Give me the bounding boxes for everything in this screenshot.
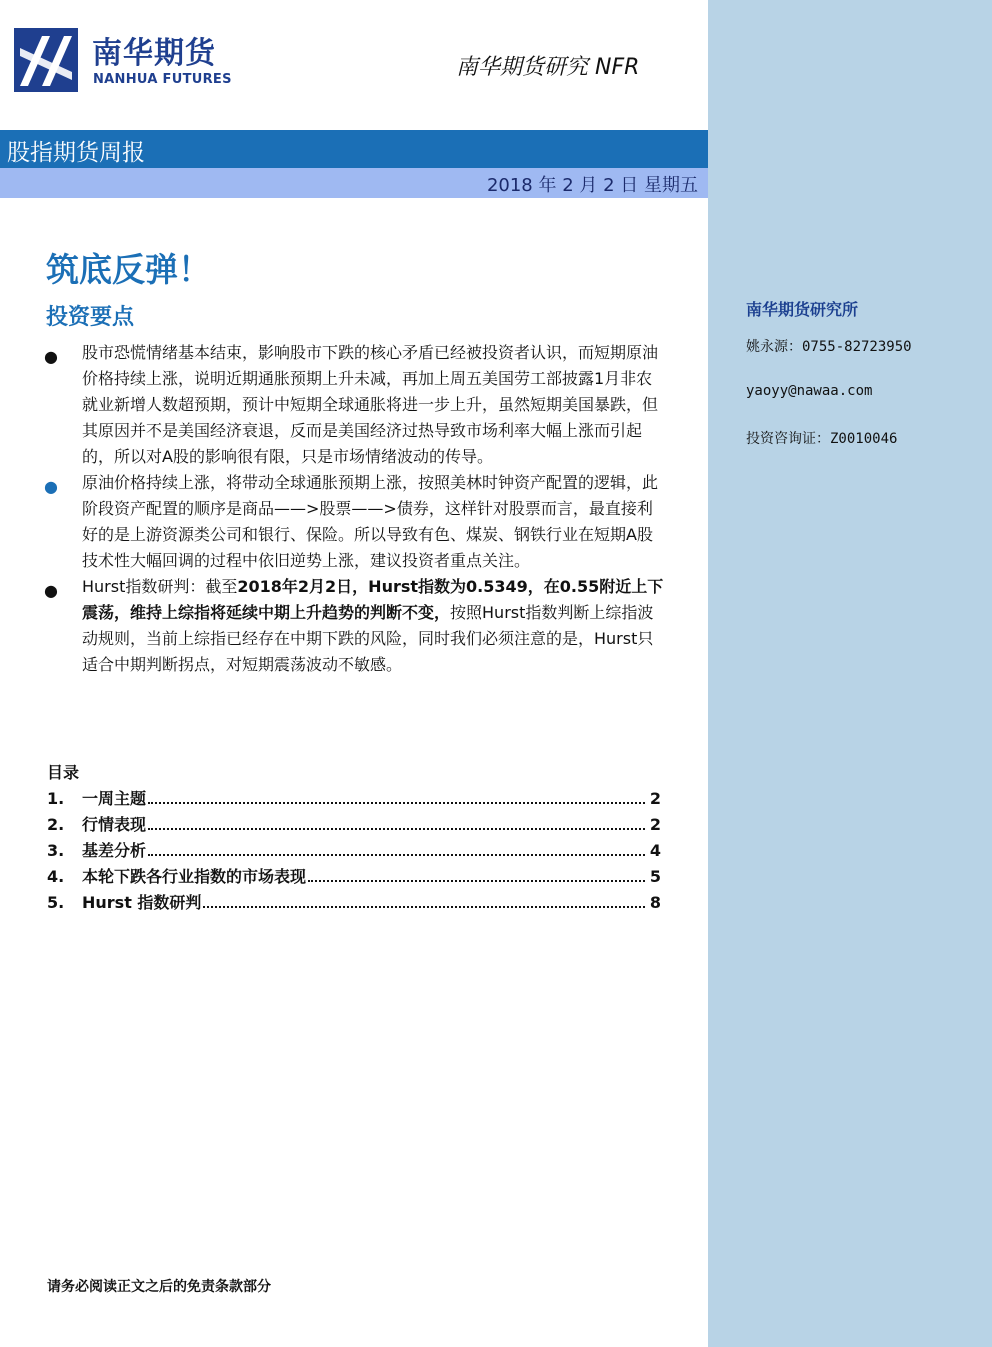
report-type-banner bbox=[0, 130, 708, 168]
company-logo bbox=[14, 28, 234, 94]
disclaimer: 请务必阅读正文之后的免责条款部分 bbox=[47, 1279, 271, 1295]
toc-page-number: 2 bbox=[649, 789, 661, 808]
toc-page-number: 5 bbox=[649, 867, 661, 886]
report-date: 2018 年 2 月 2 日 星期五 bbox=[486, 175, 698, 196]
bullet-dot-icon: ● bbox=[44, 581, 58, 600]
headline: 筑底反弹！ bbox=[46, 250, 211, 289]
toc-leader bbox=[308, 880, 645, 882]
bullet-item bbox=[44, 470, 668, 574]
bullet-item bbox=[44, 574, 668, 678]
toc-entry[interactable] bbox=[47, 838, 661, 864]
toc-leader bbox=[148, 802, 645, 804]
toc-page-number: 4 bbox=[649, 841, 661, 860]
brand-tagline: 南华期货研究 NFR bbox=[456, 55, 640, 80]
toc-label: 本轮下跌各行业指数的市场表现 bbox=[82, 867, 307, 886]
toc-entry[interactable] bbox=[47, 890, 661, 916]
nanhua-logo-icon bbox=[14, 28, 78, 92]
toc-page-number: 2 bbox=[649, 815, 661, 834]
logo-text-en: NANHUA FUTURES bbox=[93, 72, 232, 87]
toc-label: 基差分析 bbox=[82, 841, 147, 860]
toc-number: 2. bbox=[47, 815, 65, 834]
institute-name: 南华期货研究所 bbox=[746, 300, 859, 319]
toc-title: 目录 bbox=[47, 763, 80, 782]
bullet-text: 按照Hurst指数判断上综指波动规则，当前上综指已经存在中期下跌的风险，同时我们必须注意的是，Hurst只适合中期判断拐点，对短期震荡波动不敏感。 bbox=[82, 603, 654, 674]
section-title: 投资要点 bbox=[46, 305, 135, 330]
date-band bbox=[0, 168, 708, 198]
key-points-list bbox=[44, 340, 668, 678]
license-number: 投资咨询证：Z0010046 bbox=[746, 431, 898, 447]
toc-label: Hurst 指数研判 bbox=[82, 893, 202, 912]
toc-label: 行情表现 bbox=[82, 815, 147, 834]
analyst-contact: 姚永源：0755-82723950 bbox=[746, 339, 912, 355]
toc-entry[interactable] bbox=[47, 864, 661, 890]
toc-leader bbox=[148, 828, 645, 830]
analyst-email[interactable]: yaoyy@nawaa.com bbox=[746, 383, 873, 399]
table-of-contents bbox=[47, 786, 661, 916]
toc-number: 4. bbox=[47, 867, 65, 886]
toc-leader bbox=[148, 854, 645, 856]
toc-leader bbox=[203, 906, 645, 908]
report-type: 股指期货周报 bbox=[7, 140, 145, 166]
toc-page-number: 8 bbox=[649, 893, 661, 912]
bullet-text: 原油价格持续上涨，将带动全球通胀预期上涨，按照美林时钟资产配置的逻辑，此阶段资产配置的顺序是商品——>股票——>债券，这样针对股票而言，最直接利好的是上游资源类公司和银行、保险。所以导致有色、煤炭、钢铁行业在短期A股技术性大幅回调的过程中依旧逆势上涨，建议投资者重点关注。 bbox=[82, 473, 659, 570]
bullet-dot-icon: ● bbox=[44, 477, 58, 496]
bullet-text: 股市恐慌情绪基本结束，影响股市下跌的核心矛盾已经被投资者认识，而短期原油价格持续上涨，说明近期通胀预期上升未减，再加上周五美国劳工部披露1月非农就业新增人数超预期，预计中短期全球通胀将进一步上升，虽然短期美国暴跌，但其原因并不是美国经济衰退，反而是美国经济过热导致市场利率大幅上涨而引起的，所以对A股的影响很有限，只是市场情绪波动的传导。 bbox=[82, 343, 659, 466]
bullet-item bbox=[44, 340, 668, 470]
toc-number: 5. bbox=[47, 893, 65, 912]
toc-entry[interactable] bbox=[47, 812, 661, 838]
toc-label: 一周主题 bbox=[82, 789, 147, 808]
logo-text-cn: 南华期货 bbox=[92, 36, 216, 71]
bullet-text: 2018年2月2日，Hurst指数为0.5349，在0.55附近上下震荡，维持上综指将延续中期上升趋势的判断不变， bbox=[82, 577, 664, 622]
bullet-text: Hurst指数研判：截至 bbox=[82, 577, 238, 596]
toc-entry[interactable] bbox=[47, 786, 661, 812]
toc-number: 3. bbox=[47, 841, 65, 860]
sidebar bbox=[708, 0, 992, 1347]
bullet-dot-icon: ● bbox=[44, 347, 58, 366]
toc-number: 1. bbox=[47, 789, 65, 808]
